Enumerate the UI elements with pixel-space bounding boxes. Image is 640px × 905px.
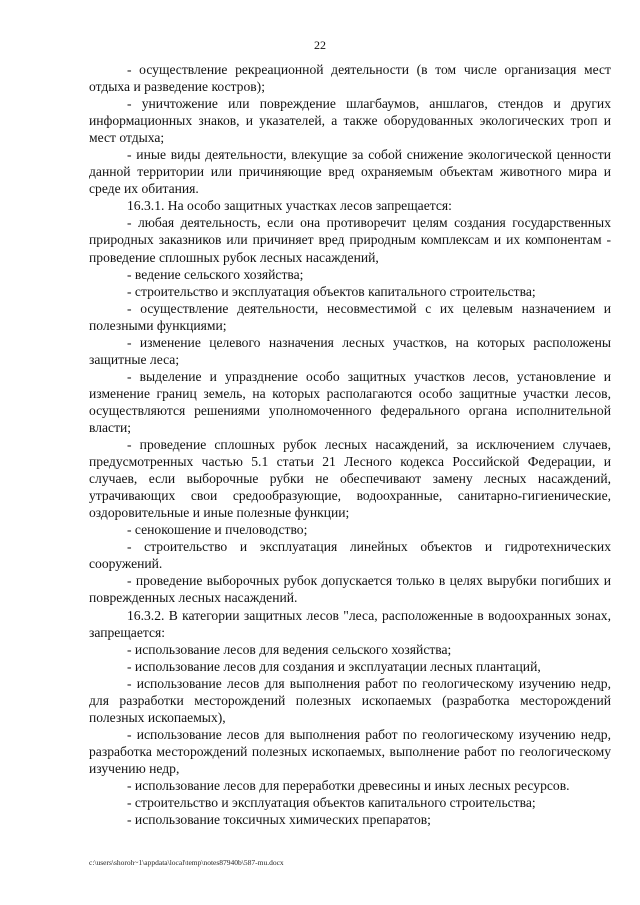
paragraph: - выделение и упразднение особо защитных участков лесов, установление и изменение границ земель, на которых располагаются особо защитные участки лесов, осуществляются решениями уполномоченного федерального органа исполнительной власти; [89,368,611,435]
paragraph: - любая деятельность, если она противоречит целям создания государственных природных заказников или причиняет вред природным комплексам и их компонентам - проведение сплошных рубок лесных насаждений, [89,215,611,265]
paragraph: - сенокошение и пчеловодство; [127,522,308,538]
section-heading-16-3-1: 16.3.1. На особо защитных участках лесов запрещается: [127,198,452,214]
paragraph: - осуществление деятельности, несовместимой с их целевым назначением и полезными функциями; [89,300,611,333]
paragraph: - изменение целевого назначения лесных участков, на которых расположены защитные леса; [89,334,611,367]
paragraph: - иные виды деятельности, влекущие за собой снижение экологической ценности данной территории или причиняющие вред охраняемым объектам животного мира и среде их обитания. [89,147,611,197]
paragraph: - использование лесов для ведения сельского хозяйства; [127,641,452,657]
paragraph: - использование токсичных химических препаратов; [127,812,431,828]
paragraph: - использование лесов для выполнения работ по геологическому изучению недр, разработка месторождений полезных ископаемых, выполнение работ по геологическому изучению недр, [89,726,611,776]
paragraph: - использование лесов для создания и эксплуатации лесных плантаций, [127,658,541,674]
paragraph: - строительство и эксплуатация линейных объектов и гидротехнических сооружений. [89,539,611,572]
paragraph: - проведение сплошных рубок лесных насаждений, за исключением случаев, предусмотренных частью 5.1 статьи 21 Лесного кодекса Российской Федерации, и случаев, если выборочные рубки не обеспечивают замену лесных насаждений, утрачивающих свои средообразующие, водоохранные, санитарно-гигиенические, оздоровительные и иные полезные функции; [89,437,611,521]
paragraph: - использование лесов для переработки древесины и иных лесных ресурсов. [127,777,570,793]
footer-file-path: c:\users\shoroh~1\appdata\local\temp\notes87940b\587-mu.docx [89,858,284,867]
paragraph: - ведение сельского хозяйства; [127,266,304,282]
paragraph: - проведение выборочных рубок допускается только в целях вырубки погибших и поврежденных лесных насаждений. [89,573,611,606]
paragraph: - использование лесов для выполнения работ по геологическому изучению недр, для разработки месторождений полезных ископаемых (разработка месторождений полезных ископаемых), [89,675,611,725]
paragraph: - строительство и эксплуатация объектов капитального строительства; [127,283,536,299]
page-number: 22 [314,38,326,52]
paragraph: - уничтожение или повреждение шлагбаумов, аншлагов, стендов и других информационных знаков, и указателей, а также оборудованных экологических троп и мест отдыха; [89,96,611,146]
paragraph: - строительство и эксплуатация объектов капитального строительства; [127,795,536,811]
section-heading-16-3-2: 16.3.2. В категории защитных лесов "леса, расположенные в водоохранных зонах, запрещается: [89,607,611,640]
document-body [89,61,611,828]
paragraph: - осуществление рекреационной деятельности (в том числе организация мест отдыха и разведение костров); [89,62,611,95]
